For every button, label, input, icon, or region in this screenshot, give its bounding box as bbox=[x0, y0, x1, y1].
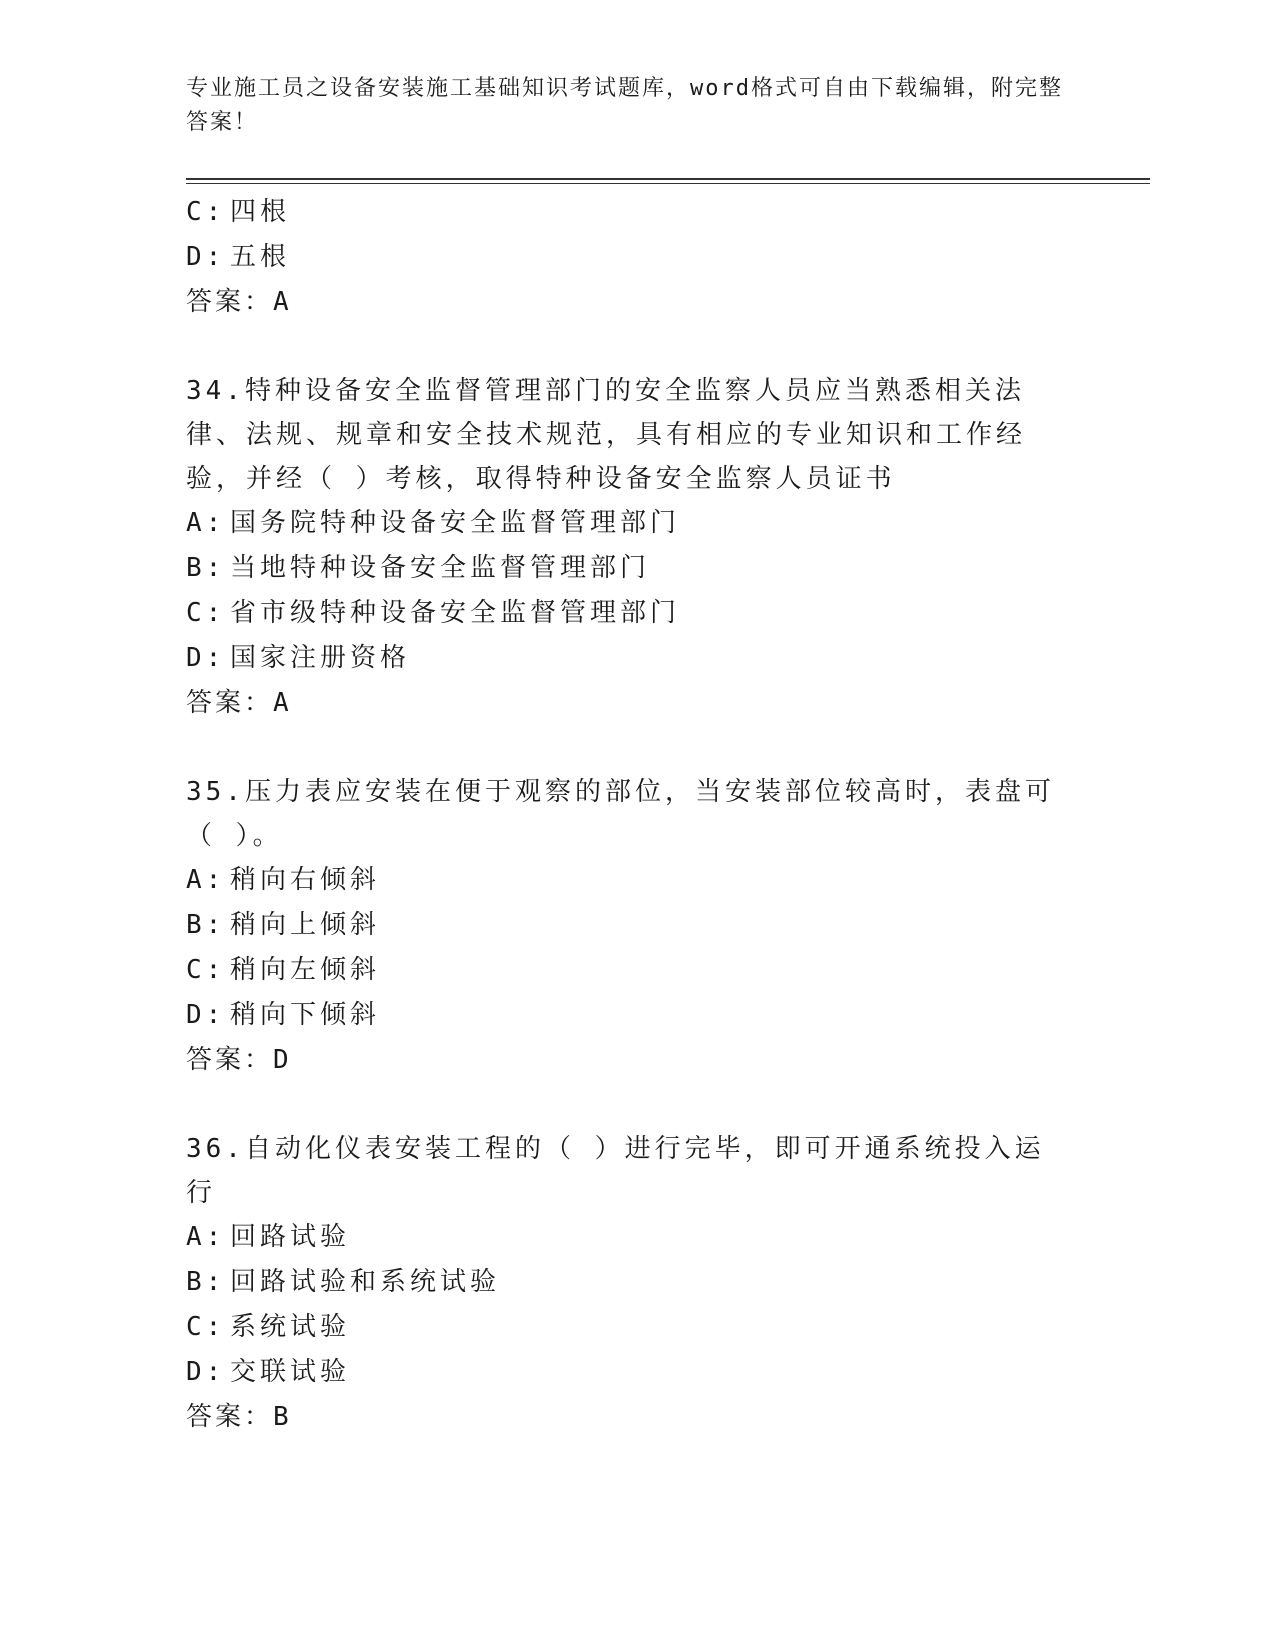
option-label: B: bbox=[186, 910, 226, 940]
option-text: 当地特种设备安全监督管理部门 bbox=[230, 553, 651, 583]
option-text: 稍向下倾斜 bbox=[230, 1000, 381, 1030]
option-c bbox=[186, 190, 1086, 235]
header-divider bbox=[186, 178, 1150, 184]
option-text: 系统试验 bbox=[230, 1312, 351, 1342]
option-a bbox=[186, 858, 1086, 903]
option-text: 稍向右倾斜 bbox=[230, 865, 381, 895]
option-text: 四根 bbox=[230, 197, 291, 227]
option-label: D: bbox=[186, 242, 226, 272]
question-36 bbox=[186, 1127, 1086, 1440]
option-d bbox=[186, 993, 1086, 1038]
question-text: 35.压力表应安装在便于观察的部位，当安装部位较高时，表盘可（ ）。 bbox=[186, 777, 1055, 851]
option-d bbox=[186, 636, 1086, 681]
answer-line: 答案：B bbox=[186, 1402, 292, 1432]
option-text: 稍向左倾斜 bbox=[230, 955, 381, 985]
option-b bbox=[186, 903, 1086, 948]
option-text: 回路试验 bbox=[230, 1222, 351, 1252]
answer-line: 答案：D bbox=[186, 1045, 292, 1075]
previous-question-tail bbox=[186, 190, 1086, 325]
option-label: A: bbox=[186, 1222, 226, 1252]
option-text: 省市级特种设备安全监督管理部门 bbox=[230, 598, 681, 628]
option-label: D: bbox=[186, 643, 226, 673]
option-a bbox=[186, 1215, 1086, 1260]
option-b bbox=[186, 1260, 1086, 1305]
option-c bbox=[186, 591, 1086, 636]
option-c bbox=[186, 948, 1086, 993]
answer-line: 答案：A bbox=[186, 688, 292, 718]
question-text: 34.特种设备安全监督管理部门的安全监察人员应当熟悉相关法律、法规、规章和安全技术规范，具有相应的专业知识和工作经验，并经（ ）考核，取得特种设备安全监察人员证书 bbox=[186, 376, 1027, 494]
option-text: 回路试验和系统试验 bbox=[230, 1267, 501, 1297]
option-label: C: bbox=[186, 197, 226, 227]
option-text: 稍向上倾斜 bbox=[230, 910, 381, 940]
option-label: D: bbox=[186, 1000, 226, 1030]
option-label: C: bbox=[186, 955, 226, 985]
option-a bbox=[186, 501, 1086, 546]
option-c bbox=[186, 1305, 1086, 1350]
option-label: B: bbox=[186, 1267, 226, 1297]
question-list bbox=[186, 190, 1086, 1440]
option-d bbox=[186, 235, 1086, 280]
option-label: D: bbox=[186, 1357, 226, 1387]
option-text: 国家注册资格 bbox=[230, 643, 411, 673]
document-header: 专业施工员之设备安装施工基础知识考试题库，word格式可自由下载编辑，附完整答案！ bbox=[186, 76, 1063, 135]
option-text: 交联试验 bbox=[230, 1357, 351, 1387]
question-text: 36.自动化仪表安装工程的（ ）进行完毕，即可开通系统投入运行 bbox=[186, 1134, 1045, 1208]
option-label: A: bbox=[186, 508, 226, 538]
option-text: 五根 bbox=[230, 242, 291, 272]
option-text: 国务院特种设备安全监督管理部门 bbox=[230, 508, 681, 538]
question-35 bbox=[186, 770, 1086, 1083]
option-b bbox=[186, 546, 1086, 591]
option-d bbox=[186, 1350, 1086, 1395]
option-label: A: bbox=[186, 865, 226, 895]
question-34 bbox=[186, 369, 1086, 726]
option-label: B: bbox=[186, 553, 226, 583]
option-label: C: bbox=[186, 598, 226, 628]
answer-line: 答案：A bbox=[186, 287, 292, 317]
option-label: C: bbox=[186, 1312, 226, 1342]
